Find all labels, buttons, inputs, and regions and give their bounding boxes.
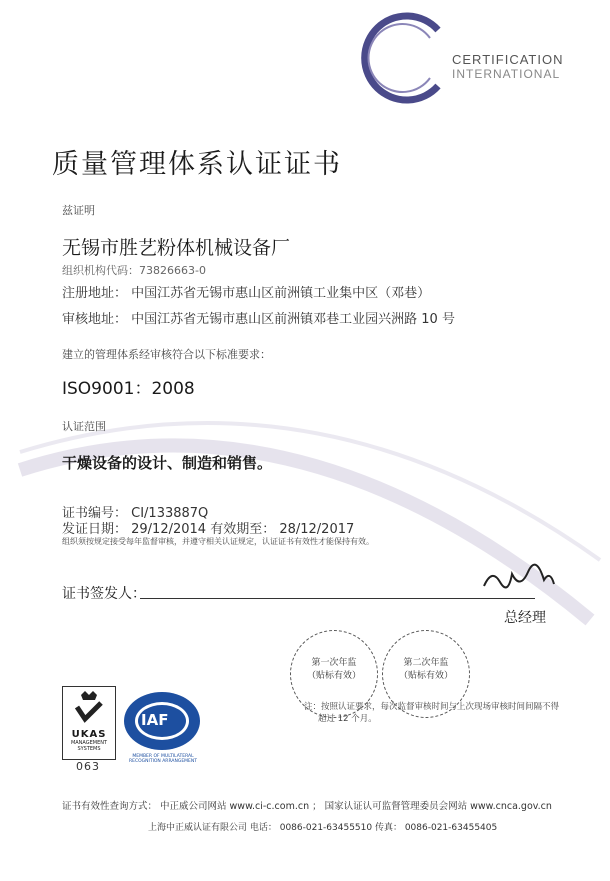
iaf-text: IAF	[141, 711, 169, 729]
logo-line1: CERTIFICATION	[452, 52, 564, 67]
signature-line	[140, 598, 535, 599]
standard-text: ISO9001：2008	[62, 379, 195, 399]
org-code: 组织机构代码：73826663-0	[62, 264, 206, 277]
footer-contact: 上海中正威认证有限公司 电话： 0086-021-63455510 传真： 0086-021-63455405	[148, 823, 498, 833]
certificate-number: 证书编号： CI/133887Q	[62, 506, 209, 521]
hereby-text: 兹证明	[62, 204, 95, 217]
first-stamp-line1: 第一次年监	[311, 658, 357, 668]
certificate-title: 质量管理体系认证证书	[52, 149, 342, 180]
scope-text: 干燥设备的设计、制造和销售。	[62, 454, 273, 472]
signer-title: 总经理	[504, 610, 546, 626]
company-name: 无锡市胜艺粉体机械设备厂	[62, 237, 291, 259]
validity-note: 组织须按规定接受每年监督审核，并遵守相关认证规定，认证证书有效性才能保持有效。	[62, 537, 374, 546]
second-stamp-line1: 第二次年监	[403, 658, 449, 668]
audit-note-line2: 超过 12 个月。	[318, 714, 377, 724]
audit-note-line1: 注：按照认证要求，每次监督审核时间与上次现场审核时间间隔不得	[304, 702, 560, 712]
issue-dates: 发证日期： 29/12/2014 有效期至： 28/12/2017	[62, 522, 355, 537]
second-stamp-line2: （贴标有效）	[398, 671, 453, 681]
logo-line2: INTERNATIONAL	[452, 67, 561, 81]
footer-verification: 证书有效性查询方式： 中正威公司网站 www.ci-c.com.cn ； 国家认证认可监督管理委员会网站 www.cnca.gov.cn	[62, 801, 552, 812]
statement-text: 建立的管理体系经审核符合以下标准要求：	[62, 348, 271, 361]
ukas-sub2: SYSTEMS	[77, 746, 101, 752]
handwritten-signature-icon	[478, 560, 558, 600]
iaf-ring-text: MEMBER OF MULTILATERAL RECOGNITION ARRANGEMENT	[128, 754, 197, 764]
ukas-logo	[62, 686, 116, 760]
ukas-sub1: MANAGEMENT	[70, 740, 108, 746]
first-stamp-line2: （贴标有效）	[306, 671, 361, 681]
ukas-number: 063	[76, 760, 100, 773]
ukas-crown-tick-icon	[63, 687, 115, 725]
ci-logo-icon	[350, 8, 450, 108]
audit-address: 审核地址： 中国江苏省无锡市惠山区前洲镇邓巷工业园兴洲路 10 号	[62, 312, 455, 327]
scope-label: 认证范围	[62, 420, 106, 433]
ukas-text: UKAS	[71, 729, 107, 740]
signer-label: 证书签发人：	[62, 586, 146, 602]
registered-address: 注册地址： 中国江苏省无锡市惠山区前洲镇工业集中区（邓巷）	[62, 286, 431, 301]
